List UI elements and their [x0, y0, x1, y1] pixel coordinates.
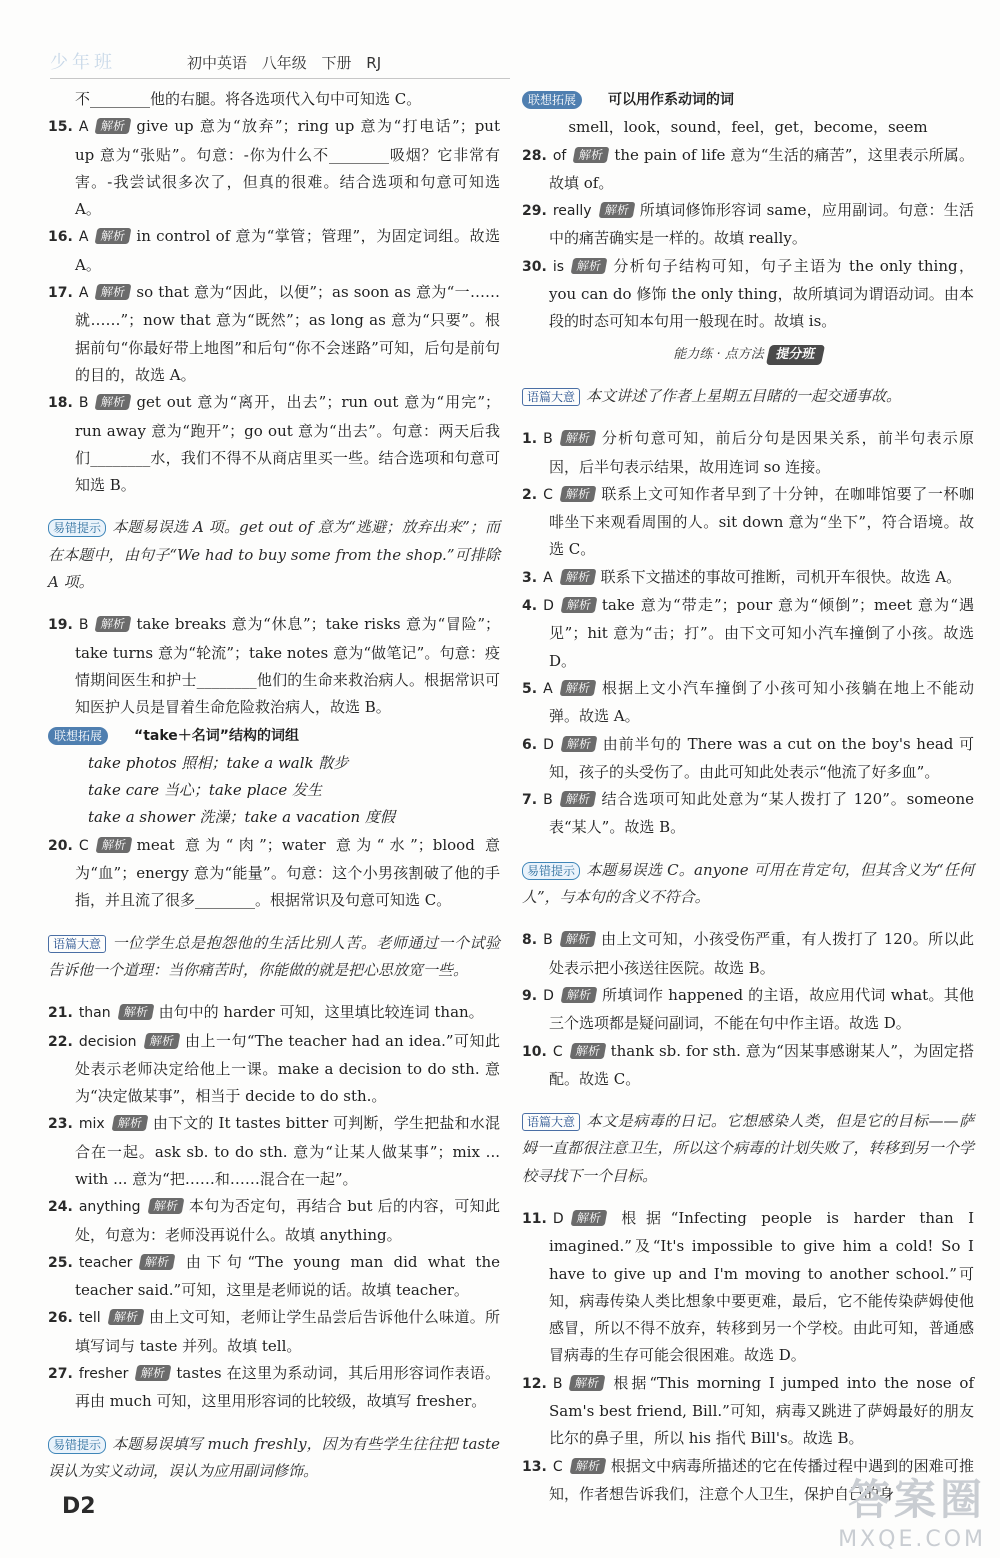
extension-line: take photos 照相；take a walk 散步: [88, 753, 349, 772]
series-logo: 少年班: [50, 52, 116, 73]
analysis-tag: 解析: [95, 394, 132, 410]
error-tip-27: 易错提示 本题易误填写 much freshly，因为有些学生往往把 taste 误认为实义动词，误认为应用副词修饰。: [48, 1434, 500, 1480]
answer-r2: 2. C 解析 联系上文可知作者早到了十分钟，在咖啡馆要了一杯咖啡坐下来观看周围的人。sit down 意为“坐下”，符合语境。故选 C。: [522, 484, 974, 559]
analysis-tag: 解析: [147, 1198, 184, 1214]
answer-r3: 3. A 解析 联系下文描述的事故可推断，司机开车很快。故选 A。: [522, 567, 962, 586]
analysis-tag: 解析: [573, 147, 610, 163]
answer-28: 28. of 解析 the pain of life 意为“生活的痛苦”，这里表示所属。故填 of。: [522, 145, 974, 192]
analysis-tag: 解析: [95, 118, 132, 134]
answer-r5: 5. A 解析 根据上文小汽车撞倒了小孩可知小孩躺在地上不能动弹。故选 A。: [522, 678, 974, 726]
passage-summary-3: 语篇大意 本文是病毒的日记。它想感染人类，但是它的目标——萨姆一直都很注意卫生，所以这个病毒的计划失败了，转移到另一个学校寻找下一个目标。: [522, 1112, 974, 1185]
extension-line: take a shower 洗澡；take a vacation 度假: [88, 808, 395, 827]
page-header: [50, 44, 510, 78]
analysis-tag: 解析: [143, 1033, 180, 1049]
answer-r11: 11. D 解析 根据“Infecting people is harder than I imagined.”及“It's impossible to give him a cold! So I have to give up and I'm moving to another school.”可知，病毒传染人类比想象中要更难，最后，它不能传染萨姆使他感冒，所以不得不放弃，转移到另一个学校。由此可知，普通感冒病毒的生存可能会很困难。故选 D。: [522, 1208, 974, 1365]
section-banner: 能力练 · 点方法 提分班: [522, 340, 974, 368]
error-tip-r7: 易错提示 本题易误选 C。anyone 可用在肯定句，但其含义为“任何人”，与本句的含义不符合。: [522, 860, 974, 907]
extension-tag: 联想拓展: [522, 91, 582, 109]
answer-17: 17. A 解析 so that 意为“因此，以便”；as soon as 意为“一……就……”；now that 意为“既然”；as long as 意为“只要”。根据前句“你最好带上地图”和后句“你不会迷路”可知，后句是前句的目的，故选 A。: [48, 283, 500, 384]
analysis-tag: 解析: [570, 1210, 607, 1226]
answer-r1: 1. B 解析 分析句意可知，前后分句是因果关系，前半句表示原因，后半句表示结果，故用连词 so 连接。: [522, 429, 974, 476]
answer-r4: 4. D 解析 take 意为“带走”；pour 意为“倾倒”；meet 意为“遇见”；hit 意为“击；打”。由下文可知小汽车撞倒了小孩。故选 D。: [522, 596, 974, 670]
analysis-tag: 解析: [559, 569, 596, 585]
extension-title: “take＋名词”结构的词组: [134, 727, 299, 744]
analysis-tag: 解析: [135, 1365, 172, 1381]
page-number: D2: [62, 1494, 96, 1519]
answer-16: 16. A 解析 in control of 意为“掌管；管理”，为固定词组。故选 A。: [48, 227, 500, 274]
answer-25: 25. teacher 解析 由下句“The young man did what the teacher said.”可知，这里是老师说的话。故填 teacher。: [48, 1252, 500, 1300]
answer-r9: 9. D 解析 所填词作 happened 的主语，故应用代词 what。其他三个选项都是疑问副词，不能在句中作主语。故选 D。: [522, 985, 974, 1033]
book-info: 初中英语 八年级 下册 RJ: [187, 54, 382, 72]
analysis-tag: 解析: [95, 837, 132, 853]
analysis-tag: 解析: [569, 1375, 606, 1391]
answer-30: 30. is 解析 分析句子结构可知，句子主语为 the only thing，you can do 修饰 the only thing，故所填词为谓语动词。由本段的时态可知本句用一般现在时。故填 is。: [522, 256, 974, 331]
section-banner-label: 提分班: [766, 345, 825, 365]
error-tip-tag: 易错提示: [48, 1436, 106, 1454]
watermark-url: MXQE.COM: [838, 1527, 986, 1552]
analysis-tag: 解析: [95, 284, 132, 300]
analysis-tag: 解析: [571, 258, 608, 274]
passage-summary-tag: 语篇大意: [522, 388, 580, 406]
analysis-tag: 解析: [560, 736, 597, 752]
analysis-tag: 解析: [559, 791, 596, 807]
passage-summary-tag: 语篇大意: [522, 1113, 580, 1131]
passage-summary-2: 语篇大意 本文讲述了作者上星期五目睹的一起交通事故。: [522, 383, 974, 410]
answer-19: 19. B 解析 take breaks 意为“休息”；take risks 意为“冒险”；take turns 意为“轮流”；take notes 意为“做笔记”。句意：疫情期间医生和护士________他们的生命来救治病人。根据常识可知医护人员是冒着生命危险救治病人，故选 B。: [48, 615, 500, 717]
answer-r8: 8. B 解析 由上文可知，小孩受伤严重，有人拨打了 120。所以此处表示把小孩送往医院。故选 B。: [522, 930, 974, 977]
watermark-text: 答案圈: [847, 1475, 986, 1524]
analysis-tag: 解析: [111, 1115, 148, 1131]
answer-18: 18. B 解析 get out 意为“离开，出去”；run out 意为“用完”；run away 意为“跑开”；go out 意为“出去”。句意：两天后我们________水，我们不得不从商店里买一些。结合选项和句意可知选 B。: [48, 393, 500, 495]
answer-23: 23. mix 解析 由下文的 It tastes bitter 可判断，学生把盐和水混合在一起。ask sb. to do sth. 意为“让某人做某事”；mix ... with ... 意为“把……和……混合在一起”。: [48, 1114, 500, 1188]
extension-box-take: [48, 722, 500, 832]
answer-26: 26. tell 解析 由上文可知，老师让学生品尝后告诉他什么味道。所填写词与 taste 并列。故填 tell。: [48, 1308, 500, 1355]
analysis-tag: 解析: [559, 680, 596, 696]
right-column: [522, 86, 974, 1508]
analysis-tag: 解析: [95, 228, 132, 244]
answer-29: 29. really 解析 所填词修饰形容词 same，应用副词。句意：生活中的痛苦确实是一样的。故填 really。: [522, 201, 974, 248]
answer-r13: 13. C 解析 根据文中病毒所描述的它在传播过程中遇到的困难可推知，作者想告诉我们，注意个人卫生，保护自己的身: [522, 1456, 974, 1503]
analysis-tag: 解析: [559, 486, 596, 502]
answer-r7: 7. B 解析 结合选项可知此处意为“某人拨打了 120”。someone 表“某人”。故选 B。: [522, 790, 974, 837]
continued-text: 不________他的右腿。将各选项代入句中可知选 C。: [75, 90, 422, 108]
analysis-tag: 解析: [95, 616, 132, 632]
answer-27: 27. fresher 解析 tastes 在这里为系动词，其后用形容词作表语。再由 much 可知，这里用形容词的比较级，故填写 fresher。: [48, 1364, 500, 1411]
left-column: [48, 86, 500, 1500]
extension-line: smell，look，sound，feel，get，become，seem: [568, 118, 928, 137]
analysis-tag: 解析: [598, 202, 635, 218]
extension-title: 可以用作系动词的词: [608, 92, 735, 108]
analysis-tag: 解析: [559, 931, 596, 947]
error-tip-tag: 易错提示: [48, 519, 106, 537]
answer-r10: 10. C 解析 thank sb. for sth. 意为“因某事感谢某人”，为固定搭配。故选 C。: [522, 1041, 974, 1088]
passage-summary-tag: 语篇大意: [48, 935, 106, 953]
analysis-tag: 解析: [569, 1458, 606, 1474]
analysis-tag: 解析: [117, 1004, 154, 1020]
analysis-tag: 解析: [559, 430, 596, 446]
extension-line: take care 当心；take place 发生: [88, 781, 322, 800]
error-tip-18: 易错提示 本题易误选 A 项。get out of 意为“逃避；放弃出来”；而在本题中，由句子“We had to buy some from the shop.”可排除 A 项。: [48, 518, 500, 592]
analysis-tag: 解析: [560, 987, 597, 1003]
watermark-logo: [838, 1467, 986, 1552]
analysis-tag: 解析: [569, 1043, 606, 1059]
error-tip-tag: 易错提示: [522, 862, 580, 880]
answer-15: 15. A 解析 give up 意为“放弃”；ring up 意为“打电话”；put up 意为“张贴”。句意：-你为什么不________吸烟？它非常有害。-我尝试很多次了，但真的很难。结合选项和句意可知选 A。: [48, 117, 500, 219]
analysis-tag: 解析: [107, 1309, 144, 1325]
answer-r6: 6. D 解析 由前半句的 There was a cut on the boy's head 可知，孩子的头受伤了。由此可知此处表示“他流了好多血”。: [522, 734, 974, 781]
extension-tag: 联想拓展: [48, 727, 108, 745]
extension-box-linking-verbs: [522, 86, 974, 142]
answer-20: 20. C 解析 meat 意为“肉”；water 意为“水”；blood 意为“血”；energy 意为“能量”。句意：这个小男孩割破了他的手指，并且流了很多________。根据常识及句意可知选 C。: [48, 835, 500, 910]
answer-24: 24. anything 解析 本句为否定句，再结合 but 后的内容，可知此处，句意为：老师没再说什么。故填 anything。: [48, 1197, 500, 1244]
answer-r12: 12. B 解析 根据“This morning I jumped into the nose of Sam's best friend, Bill.”可知，病毒又跳进了萨姆最好的朋友比尔的鼻子里，所以 his 指代 Bill's。故选 B。: [522, 1373, 974, 1448]
analysis-tag: 解析: [139, 1254, 176, 1270]
answer-22: 22. decision 解析 由上一句“The teacher had an idea.”可知此处表示老师决定给他上一课。make a decision to do sth. 意为“决定做某事”，相当于 decide to do sth.。: [48, 1031, 500, 1106]
analysis-tag: 解析: [560, 597, 597, 613]
passage-summary-1: 语篇大意 一位学生总是抱怨他的生活比别人苦。老师通过一个试验告诉他一个道理：当你痛苦时，你能做的就是把心思放宽一些。: [48, 933, 500, 979]
answer-21: 21. than 解析 由句中的 harder 可知，这里填比较连词 than。: [48, 1003, 484, 1022]
header-divider: [50, 78, 510, 79]
